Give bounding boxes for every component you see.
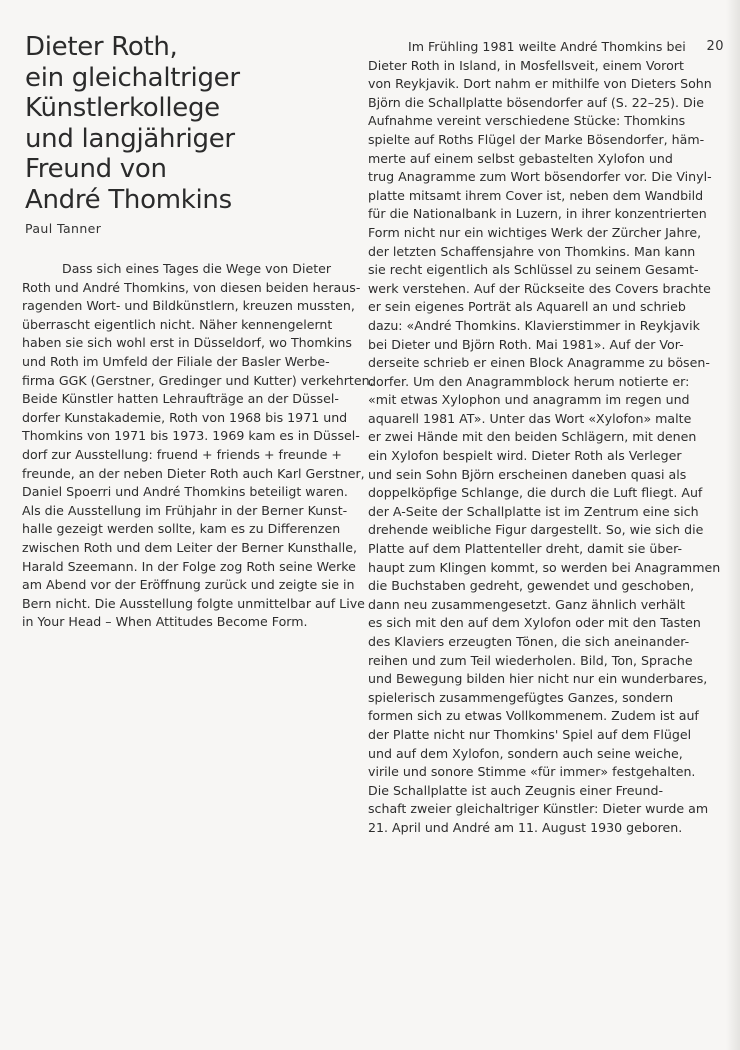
text-line: Platte auf dem Plattenteller dreht, damit sie über-: [368, 541, 683, 557]
article-heading: [25, 32, 330, 236]
text-line: und auf dem Xylofon, sondern auch seine weiche,: [368, 745, 683, 761]
text-line: von Reykjavik. Dort nahm er mithilfe von Dieters Sohn: [368, 76, 712, 92]
author-name: Paul Tanner: [25, 221, 102, 236]
text-line: Form nicht nur ein wichtiges Werk der Zürcher Jahre,: [368, 224, 702, 240]
text-line: überrascht eigentlich nicht. Näher kennengelernt: [22, 316, 333, 332]
title-line: Dieter Roth,: [25, 32, 178, 62]
text-line: Aufnahme vereint verschiedene Stücke: Thomkins: [368, 113, 686, 129]
text-line: ein Xylofon bespielt wird. Dieter Roth als Verleger: [368, 448, 682, 464]
article-title: [25, 32, 330, 215]
text-line: er zwei Hände mit den beiden Schlägern, mit denen: [368, 429, 697, 445]
text-line: haupt zum Klingen kommt, so werden bei Anagrammen: [368, 559, 721, 575]
text-line: doppelköpfige Schlange, die durch die Luft fliegt. Auf: [368, 485, 703, 501]
text-line: Daniel Spoerri und André Thomkins beteiligt waren.: [22, 484, 348, 500]
text-line: merte auf einem selbst gebastelten Xylofon und: [368, 150, 673, 166]
text-line: und Bewegung bilden hier nicht nur ein wunderbares,: [368, 671, 708, 687]
title-line: ein gleichaltriger: [25, 62, 240, 93]
text-line: Dass sich eines Tages die Wege von Dieter: [62, 261, 332, 276]
text-line: virile und sonore Stimme «für immer» festgehalten.: [368, 764, 696, 780]
text-line: ragenden Wort- und Bildkünstlern, kreuzen mussten,: [22, 298, 355, 314]
text-line: dorfer. Um den Anagrammblock herum notierte er:: [368, 373, 690, 389]
text-line: drehende weibliche Figur dargestellt. So, wie sich die: [368, 522, 704, 538]
title-line: Freund von: [25, 154, 167, 184]
text-line: er sein eigenes Porträt als Aquarell an und schrieb: [368, 299, 686, 315]
left-column-text: [22, 260, 374, 632]
text-line: werk verstehen. Auf der Rückseite des Covers brachte: [368, 280, 711, 296]
text-line: «mit etwas Xylophon und anagramm im regen und: [368, 392, 690, 408]
text-line: Harald Szeemann. In der Folge zog Roth seine Werke: [22, 558, 356, 574]
text-line: dazu: «André Thomkins. Klavierstimmer in Reykjavik: [368, 317, 700, 333]
text-line: zwischen Roth und dem Leiter der Berner Kunsthalle,: [22, 539, 358, 555]
text-line: Beide Künstler hatten Lehraufträge an der Düssel-: [22, 391, 339, 407]
text-line: es sich mit den auf dem Xylofon oder mit den Tasten: [368, 615, 701, 631]
text-line: trug Anagramme zum Wort bösendorfer vor. Die Vinyl-: [368, 169, 712, 185]
text-line: Als die Ausstellung im Frühjahr in der Berner Kunst-: [22, 502, 348, 518]
text-line: und Roth im Umfeld der Filiale der Basler Werbe-: [22, 353, 330, 369]
left-paragraph: [22, 260, 374, 632]
text-line: der A-Seite der Schallplatte ist im Zentrum eine sich: [368, 503, 699, 519]
text-line: haben sie sich wohl erst in Düsseldorf, wo Thomkins: [22, 335, 352, 351]
text-line: und sein Sohn Björn erscheinen daneben quasi als: [368, 466, 687, 482]
title-line: Künstlerkollege: [25, 93, 220, 123]
text-line: dorf zur Ausstellung: fruend + friends + freunde +: [22, 446, 342, 462]
text-line: Bern nicht. Die Ausstellung folgte unmittelbar auf Live: [22, 595, 365, 611]
text-line: formen sich zu etwas Vollkommenem. Zudem ist auf: [368, 708, 699, 724]
text-line: spielerisch zusammengefügtes Ganzes, sondern: [368, 689, 674, 705]
text-line: reihen und zum Teil wiederholen. Bild, Ton, Sprache: [368, 652, 693, 668]
text-line: die Buchstaben gedreht, gewendet und geschoben,: [368, 578, 695, 594]
title-line: und langjähriger: [25, 123, 235, 154]
text-line: dorfer Kunstakademie, Roth von 1968 bis 1971 und: [22, 409, 348, 425]
title-line: André Thomkins: [25, 184, 232, 215]
text-line: des Klaviers erzeugten Tönen, die sich aneinander-: [368, 634, 690, 649]
text-line: Björn die Schallplatte bösendorfer auf (S. 22–25). Die: [368, 94, 704, 110]
text-line: Im Frühling 1981 weilte André Thomkins bei: [408, 39, 686, 54]
text-line: aquarell 1981 AT». Unter das Wort «Xylofon» malte: [368, 410, 692, 426]
text-line: freunde, an der neben Dieter Roth auch Karl Gerstner,: [22, 465, 365, 481]
text-line: firma GGK (Gerstner, Gredinger und Kutter) verkehrten.: [22, 372, 374, 388]
text-line: 21. April und André am 11. August 1930 geboren.: [368, 819, 683, 835]
text-line: sie recht eigentlich als Schlüssel zu seinem Gesamt-: [368, 262, 699, 278]
text-line: bei Dieter und Björn Roth. Mai 1981». Auf der Vor-: [368, 336, 684, 352]
text-line: für die Nationalbank in Luzern, in ihrer konzentrierten: [368, 206, 707, 222]
page-number: 20: [706, 39, 724, 54]
text-line: am Abend vor der Eröffnung zurück und zeigte sie in: [22, 577, 355, 593]
page-edge-shadow: [726, 0, 740, 1050]
text-line: halle gezeigt werden sollte, kam es zu Differenzen: [22, 521, 341, 537]
text-line: Roth und André Thomkins, von diesen beiden heraus-: [22, 279, 361, 295]
text-line: schaft zweier gleichaltriger Künstler: Dieter wurde am: [368, 801, 709, 817]
text-line: Die Schallplatte ist auch Zeugnis einer Freund-: [368, 782, 664, 798]
text-line: dann neu zusammengesetzt. Ganz ähnlich verhält: [368, 596, 686, 612]
text-line: platte mitsamt ihrem Cover ist, neben dem Wandbild: [368, 187, 704, 203]
text-line: in Your Head – When Attitudes Become Form.: [22, 614, 308, 630]
text-line: Thomkins von 1971 bis 1973. 1969 kam es in Düssel-: [22, 428, 360, 444]
text-line: der Platte nicht nur Thomkins' Spiel auf dem Flügel: [368, 726, 692, 742]
text-line: der letzten Schaffensjahre von Thomkins. Man kann: [368, 243, 696, 259]
text-line: Dieter Roth in Island, in Mosfellsveit, einem Vorort: [368, 57, 684, 73]
text-line: derseite schrieb er einen Block Anagramme zu bösen-: [368, 355, 710, 371]
text-line: spielte auf Roths Flügel der Marke Bösendorfer, häm-: [368, 131, 705, 147]
